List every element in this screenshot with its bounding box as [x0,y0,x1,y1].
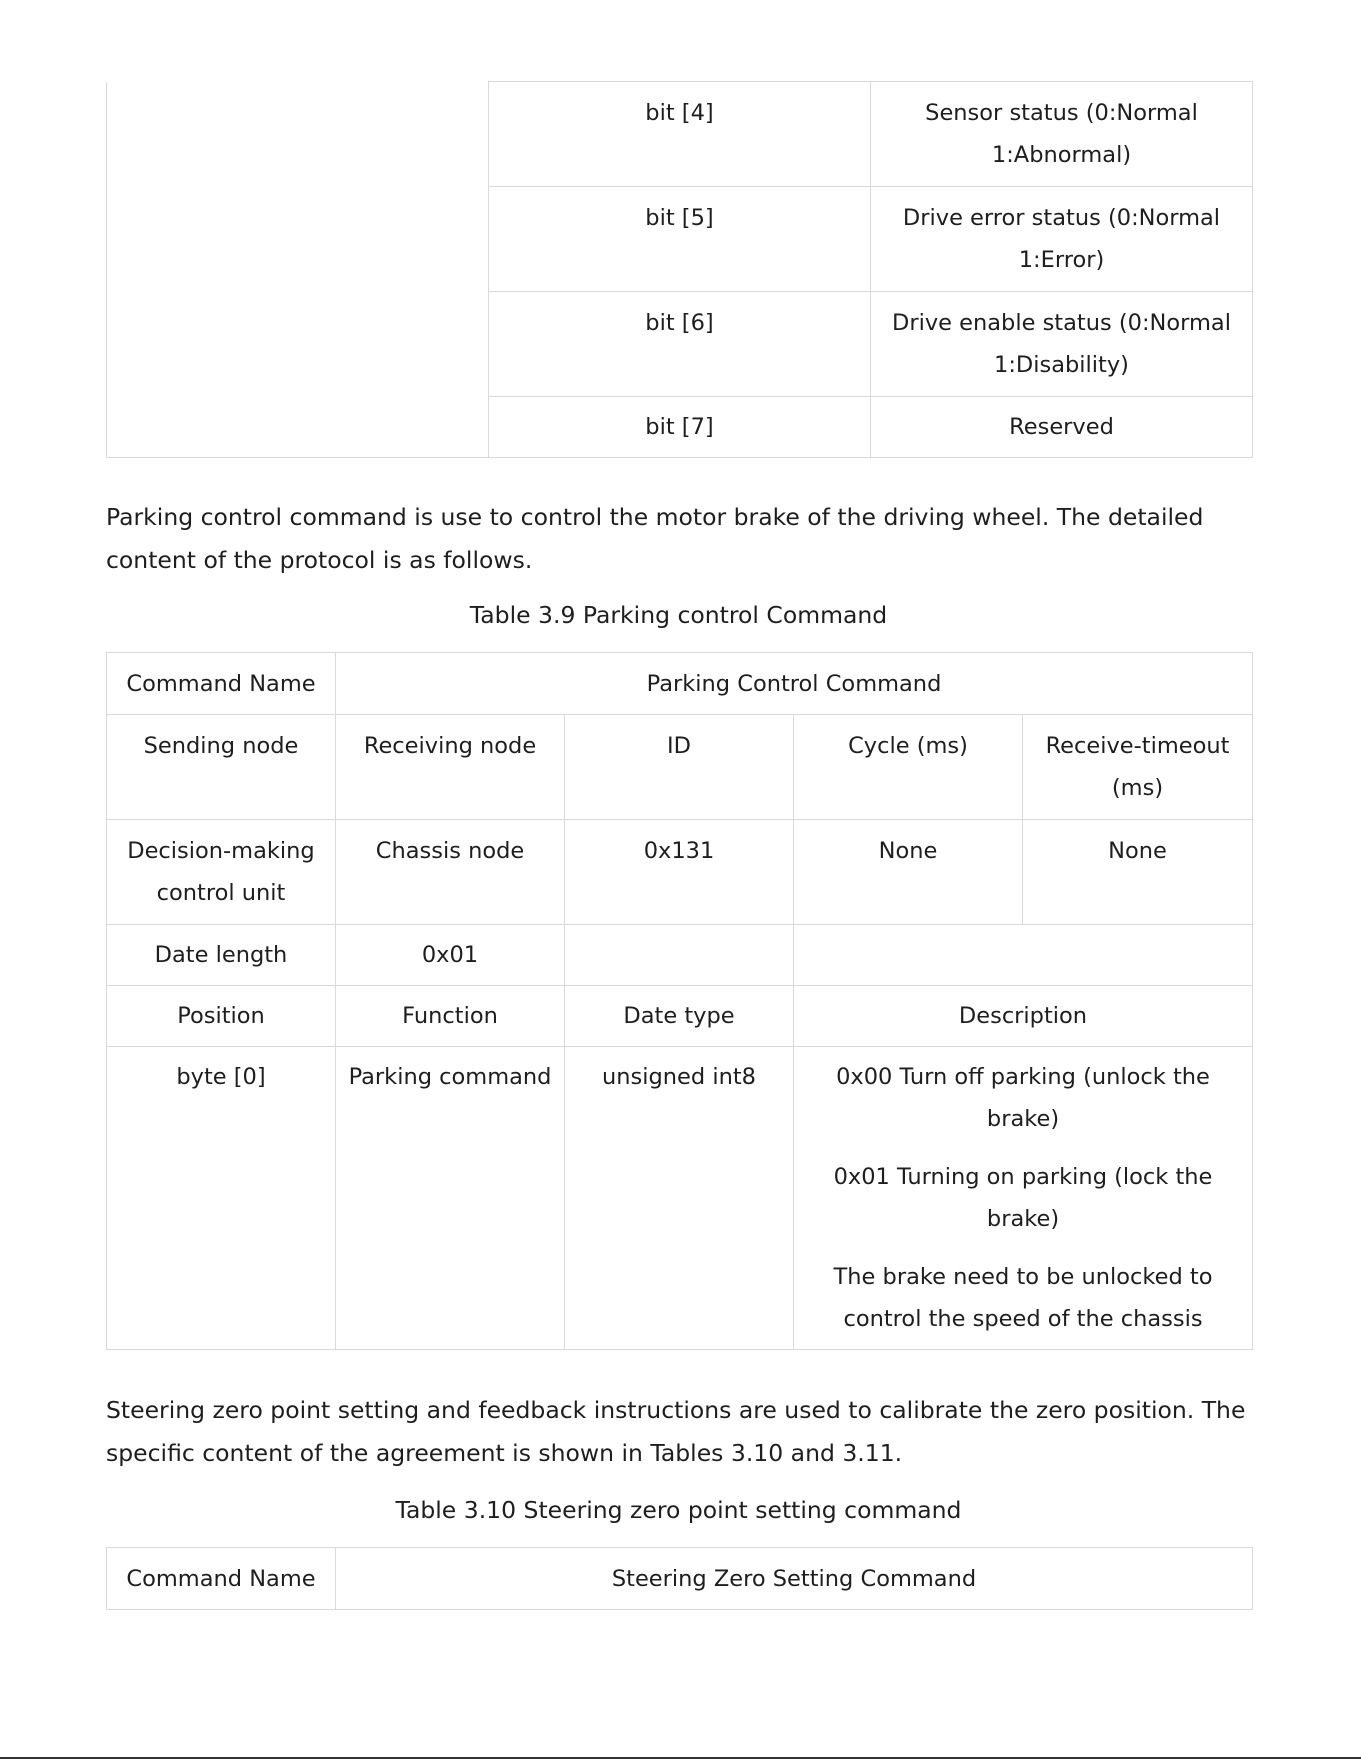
bit-description: Drive error status (0:Normal 1:Error) [871,187,1253,292]
bit-cell: bit [4] [489,82,871,187]
function-cell: Parking command [336,1047,565,1350]
bit-description: Drive enable status (0:Normal 1:Disability) [871,292,1253,397]
bit-description: Sensor status (0:Normal 1:Abnormal) [871,82,1253,187]
table-row [107,715,1253,820]
command-name-value: Steering Zero Setting Command [336,1548,1253,1610]
header-cell: Cycle (ms) [794,715,1023,820]
command-name-value: Parking Control Command [336,653,1253,715]
header-cell: Receiving node [336,715,565,820]
empty-cell [794,925,1253,986]
bit-description: Reserved [871,397,1253,458]
length-value: 0x01 [336,925,565,986]
empty-cell [565,925,794,986]
table-row [107,82,1253,187]
length-label: Date length [107,925,336,986]
command-name-label: Command Name [107,653,336,715]
page-bottom-rule [0,1757,1361,1759]
table-row [107,925,1253,986]
header-cell: Sending node [107,715,336,820]
bit-cell: bit [7] [489,397,871,458]
table-row [107,653,1253,715]
bit-cell: bit [6] [489,292,871,397]
header-cell: Function [336,986,565,1047]
table-row [107,1548,1253,1610]
header-cell: ID [565,715,794,820]
header-cell: Position [107,986,336,1047]
table-caption: Table 3.10 Steering zero point setting command [395,1496,962,1524]
description-line: The brake need to be unlocked to control the speed of the chassis [833,1264,1213,1332]
data-cell: 0x131 [565,820,794,925]
data-cell: None [794,820,1023,925]
description-line: 0x01 Turning on parking (lock the brake) [833,1164,1213,1232]
header-cell: Description [794,986,1253,1047]
command-name-label: Command Name [107,1548,336,1610]
table-row [107,820,1253,925]
steering-intro-paragraph: Steering zero point setting and feedback instructions are used to calibrate the zero position. The specific content of the agreement is shown in Tables 3.10 and 3.11. [106,1396,1246,1467]
empty-cell [107,82,489,458]
status-bits-table [106,81,1253,458]
description-line: 0x00 Turn off parking (unlock the brake) [836,1064,1210,1132]
table-row [107,1047,1253,1350]
table-caption: Table 3.9 Parking control Command [469,601,888,629]
header-cell: Receive-timeout (ms) [1023,715,1253,820]
header-cell: Date type [565,986,794,1047]
parking-intro-paragraph: Parking control command is use to control the motor brake of the driving wheel. The detailed content of the protocol is as follows. [106,503,1204,574]
parking-command-table [106,652,1253,1350]
position-cell: byte [0] [107,1047,336,1350]
bit-cell: bit [5] [489,187,871,292]
data-cell: Chassis node [336,820,565,925]
type-cell: unsigned int8 [565,1047,794,1350]
description-cell [794,1047,1253,1350]
steering-zero-table [106,1547,1253,1610]
data-cell: None [1023,820,1253,925]
table-row [107,986,1253,1047]
data-cell: Decision-making control unit [107,820,336,925]
